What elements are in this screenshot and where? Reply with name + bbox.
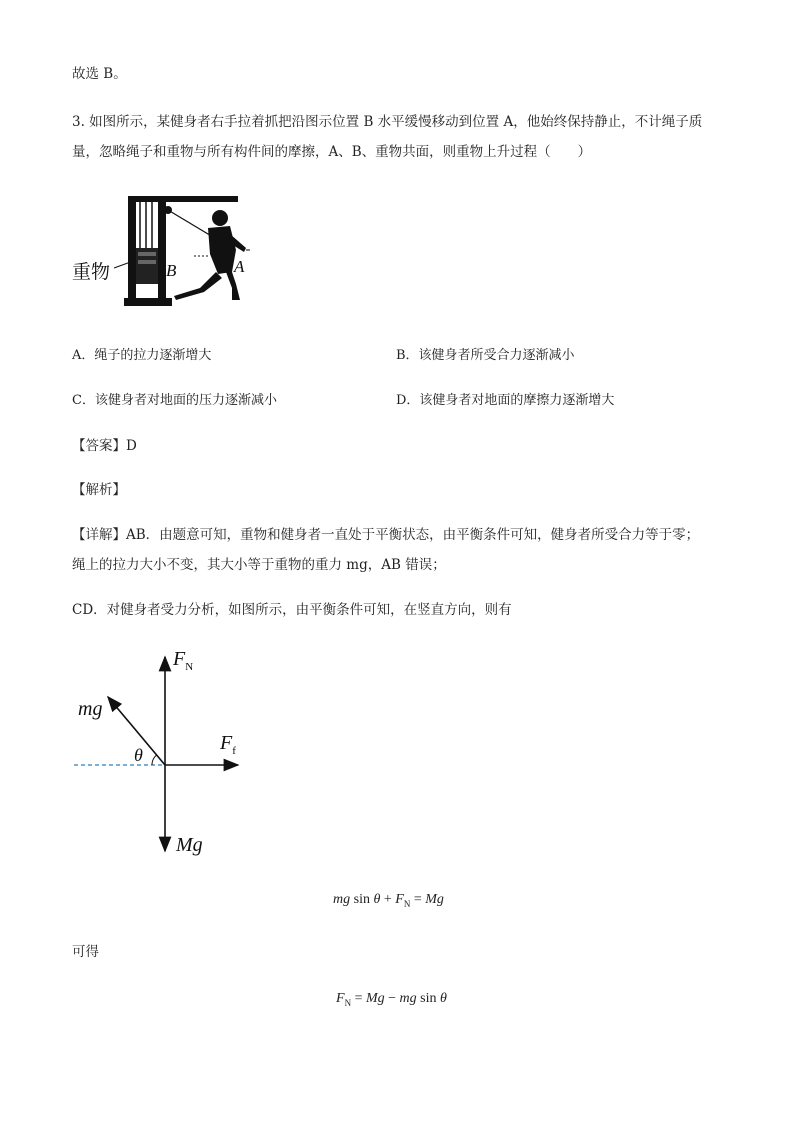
machine-left-post xyxy=(128,196,136,304)
therefore-line: 可得 xyxy=(72,944,99,960)
cd-analysis-line: CD．对健身者受力分析，如图所示，由平衡条件可知，在竖直方向，则有 xyxy=(72,602,512,618)
option-c[interactable]: C．该健身者对地面的压力逐渐减小 xyxy=(72,393,277,408)
question-text-line2: 量，忽略绳子和重物与所有构件间的摩擦，A、B、重物共面，则重物上升过程（ ） xyxy=(72,144,592,160)
person-head xyxy=(212,210,228,226)
equation-vertical-balance: mg $\sin \theta + F_N = Mg$ xyxy=(333,892,444,909)
detail-line1: 【详解】AB．由题意可知，重物和健身者一直处于平衡状态，由平衡条件可知，健身者所受合力等于零； xyxy=(72,527,700,543)
machine-top-beam xyxy=(128,196,238,202)
previous-conclusion: 故选 B。 xyxy=(72,66,127,82)
force-diagram xyxy=(70,645,270,865)
label-b: B xyxy=(166,261,177,280)
label-theta: θ xyxy=(134,745,143,765)
label-weight: 重物 xyxy=(72,261,111,283)
gym-machine-figure xyxy=(70,188,250,310)
label-mg: mg xyxy=(78,698,103,720)
option-b[interactable]: B．该健身者所受合力逐渐减小 xyxy=(396,348,575,363)
label-fn: $F_N$ xyxy=(173,648,194,673)
answer-line: 【答案】D xyxy=(72,438,137,454)
label-a: A xyxy=(234,257,245,276)
detail-line2: 绳上的拉力大小不变，其大小等于重物的重力 mg，AB 错误； xyxy=(72,557,446,573)
label-big-mg: Mg xyxy=(176,834,203,856)
question-text-line1: 3. 如图所示，某健身者右手拉着抓把沿图示位置 B 水平缓慢移动到位置 A，他始终保持静止，不计绳子质 xyxy=(72,114,703,130)
machine-base xyxy=(124,298,172,306)
angle-arc xyxy=(152,755,157,765)
analysis-heading: 【解析】 xyxy=(72,482,126,498)
option-d[interactable]: D．该健身者对地面的摩擦力逐渐增大 xyxy=(396,393,615,408)
label-ff: $F_f$ xyxy=(220,732,236,757)
option-a[interactable]: A．绳子的拉力逐渐增大 xyxy=(72,348,212,363)
equation-normal-force: $F_N = Mg$ − mg sin θ xyxy=(336,991,447,1008)
